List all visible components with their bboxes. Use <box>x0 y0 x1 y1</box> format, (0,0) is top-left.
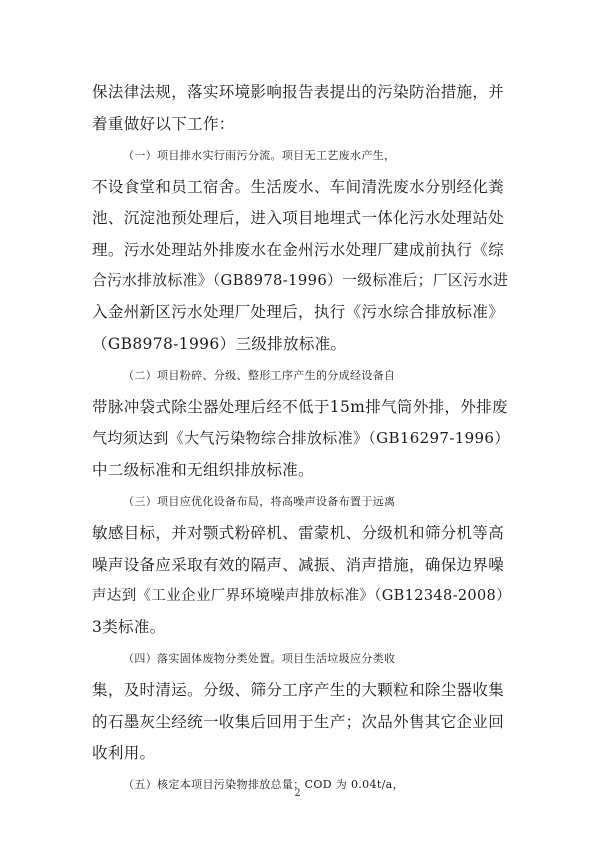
text-line-5: 池、沉淀池预处理后，进入项目地埋式一体化污水处理站处 <box>92 209 505 227</box>
text-line-17: 声达到《工业企业厂界环境噪声排放标准》（GB12348-2008） <box>92 588 511 604</box>
text-line-8: 入金州新区污水处理厂处理后，执行《污水综合排放标准》 <box>92 303 505 321</box>
text-line-7: 合污水排放标准》（GB8978-1996）一级标准后；厂区污水进 <box>92 272 509 289</box>
text-line-6: 理。污水处理站外排废水在金州污水处理厂建成前执行《综 <box>92 241 505 259</box>
text-line-19: （四）落实固体废物分类处置。项目生活垃圾应分类收 <box>123 652 396 665</box>
text-line-10: （二）项目粉碎、分级、整形工序产生的分成经设备自 <box>123 369 396 382</box>
page-number: 2 <box>294 788 301 799</box>
text-line-2: 着重做好以下工作： <box>92 115 235 133</box>
text-line-15: 敏感目标，并对颚式粉碎机、雷蒙机、分级机和筛分机等高 <box>92 524 505 542</box>
text-line-1: 保法律法规，落实环境影响报告表提出的污染防治措施，并 <box>92 83 505 101</box>
text-line-21: 的石墨灰尘经统一收集后回用于生产；次品外售其它企业回 <box>92 713 505 731</box>
text-line-3: （一）项目排水实行雨污分流。项目无工艺废水产生， <box>123 149 396 162</box>
text-line-13: 中二级标准和无组织排放标准。 <box>92 461 314 479</box>
text-line-12: 气均须达到《大气污染物综合排放标准》（GB16297-1996） <box>92 429 510 447</box>
text-line-22: 收利用。 <box>92 744 156 762</box>
text-line-23: （五）核定本项目污染物排放总量：COD 为 0.04t/a， <box>123 778 404 791</box>
text-line-14: （三）项目应优化设备布局，将高噪声设备布置于远离 <box>123 495 396 508</box>
text-line-11: 带脉冲袋式除尘器处理后经不低于15m排气筒外排，外排废 <box>92 398 508 416</box>
text-line-18: 3类标准。 <box>92 618 166 636</box>
text-line-9: （GB8978-1996）三级排放标准。 <box>92 335 347 353</box>
text-line-20: 集，及时清运。分级、筛分工序产生的大颗粒和除尘器收集 <box>92 681 505 699</box>
text-line-4: 不设食堂和员工宿舍。生活废水、车间清洗废水分别经化粪 <box>92 178 505 196</box>
text-line-16: 噪声设备应采取有效的隔声、减振、消声措施，确保边界噪 <box>92 556 505 574</box>
